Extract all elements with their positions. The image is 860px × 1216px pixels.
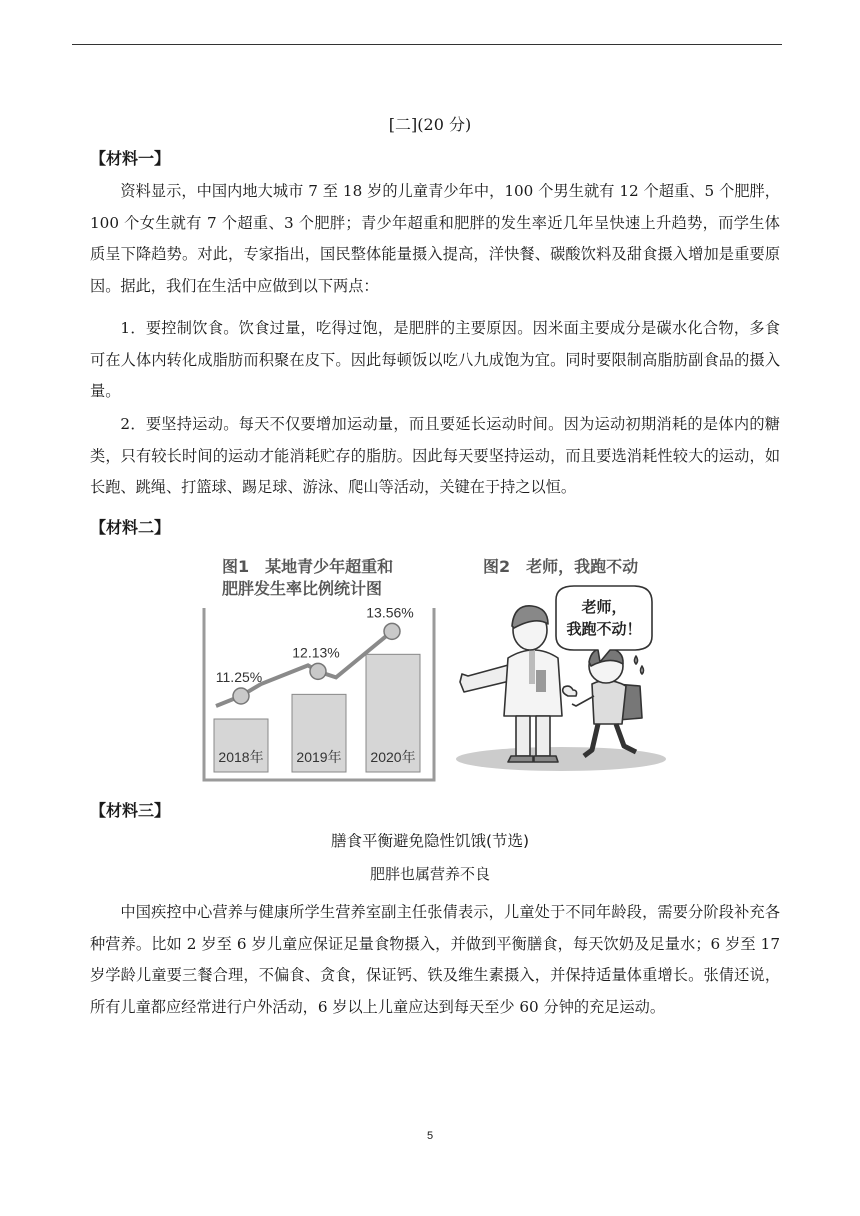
material1-point1: 1．要控制饮食。饮食过量，吃得过饱，是肥胖的主要原因。因米面主要成分是碳水化合物，多食可在人体内转化成脂肪而积聚在皮下。因此每顿饭以吃八九成饱为宜。同时要限制高脂肪副食品的摄入量。 bbox=[90, 319, 780, 400]
header-rule bbox=[72, 44, 782, 45]
teacher-shoe bbox=[534, 756, 558, 762]
bar-category-label: 2020年 bbox=[370, 749, 416, 765]
data-label: 12.13% bbox=[292, 644, 340, 661]
data-label: 11.25% bbox=[215, 669, 263, 685]
data-label: 13.56% bbox=[366, 604, 414, 621]
section-title: [二](20 分) bbox=[388, 115, 472, 134]
teacher-shoe bbox=[508, 756, 533, 762]
speech-text-line2: 我跑不动！ bbox=[566, 620, 642, 638]
material3-body: 中国疾控中心营养与健康所学生营养室副主任张倩表示，儿童处于不同年龄段，需要分阶段补充各种营养。比如 2 岁至 6 岁儿童应保证足量食物摄入，并做到平衡膳食，每天饮奶及足量水；6 岁至 17 岁学龄儿童要三餐合理，不偏食、贪食，保证钙、铁及维生素摄入，并保持适量体重增长。张倩还说，所有儿童都应经常进行户外活动，6 岁以上儿童应达到每天至少 60 分钟的充足运动。 bbox=[90, 903, 780, 1016]
material1-label: 【材料一】 bbox=[90, 149, 171, 168]
data-point bbox=[384, 623, 400, 639]
data-point bbox=[233, 688, 249, 704]
material1-intro: 资料显示，中国内地大城市 7 至 18 岁的儿童青少年中，100 个男生就有 12 个超重、5 个肥胖，100 个女生就有 7 个超重、3 个肥胖；青少年超重和肥胖的发生率近几年呈快速上升趋势，而学生体质呈下降趋势。对此，专家指出，国民整体能量摄入提高，洋快餐、碳酸饮料及甜食摄入增加是重要原因。据此，我们在生活中应做到以下两点： bbox=[90, 182, 780, 295]
chart1 bbox=[214, 604, 420, 772]
sweat-drop bbox=[641, 666, 644, 674]
article-subtitle: 肥胖也属营养不良 bbox=[369, 865, 490, 883]
student-arm bbox=[572, 696, 594, 706]
teacher-student-illustration bbox=[456, 586, 666, 771]
data-point bbox=[310, 663, 326, 679]
student-leg bbox=[616, 724, 636, 752]
figure1-caption-line2: 肥胖发生率比例统计图 bbox=[222, 579, 383, 598]
sweat-drop bbox=[635, 656, 638, 664]
article-title: 膳食平衡避免隐性饥饿(节选) bbox=[330, 832, 530, 850]
material1-point2: 2．要坚持运动。每天不仅要增加运动量，而且要延长运动时间。因为运动初期消耗的是体内的糖类，只有较长时间的运动才能消耗贮存的脂肪。因此每天要坚持运动，而且要选消耗性较大的运动，如长跑、跳绳、打篮球、踢足球、游泳、爬山等活动，关键在于持之以恒。 bbox=[90, 415, 780, 496]
material2-label: 【材料二】 bbox=[90, 518, 171, 537]
speech-text-line1: 老师， bbox=[581, 598, 627, 616]
breath-puff bbox=[563, 686, 577, 696]
material3-label: 【材料三】 bbox=[90, 801, 171, 820]
teacher-leg-left bbox=[516, 716, 530, 756]
teacher-tie bbox=[529, 650, 535, 684]
bar-category-label: 2018年 bbox=[218, 749, 264, 765]
material2-figure bbox=[196, 546, 662, 782]
teacher-book bbox=[536, 670, 546, 692]
student-body bbox=[592, 680, 626, 724]
figure1-caption-line1: 图1 某地青少年超重和 bbox=[222, 557, 394, 576]
bar-category-label: 2019年 bbox=[296, 749, 342, 765]
teacher-leg-right bbox=[536, 716, 550, 756]
figures-svg bbox=[196, 546, 662, 782]
page-number: 5 bbox=[426, 1130, 434, 1142]
figure2-caption: 图2 老师，我跑不动 bbox=[483, 557, 639, 576]
